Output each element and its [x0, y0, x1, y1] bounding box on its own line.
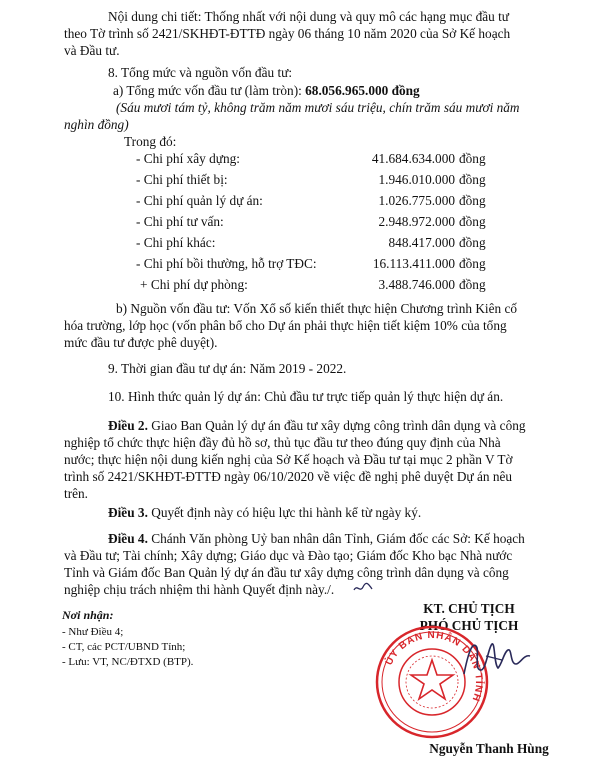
cost-row: [0, 150, 595, 167]
signature-title-2: PHÓ CHỦ TỊCH: [419, 618, 519, 633]
cost-label: - Chi phí bồi thường, hỗ trợ TĐC:: [136, 256, 317, 271]
cost-row: [0, 276, 595, 293]
cost-unit: đồng: [459, 172, 486, 187]
recipient-item: - CT, các PCT/UBND Tỉnh;: [62, 641, 186, 653]
cost-amount: 1.946.010.000: [378, 172, 455, 187]
cost-row: [0, 171, 595, 188]
dieu4-label: Điều 4.: [108, 531, 148, 546]
intro-line-2: theo Tờ trình số 2421/SKHĐT-ĐTTĐ ngày 06 tháng 10 năm 2020 của Sở Kế hoạch: [64, 26, 511, 41]
cost-row: [0, 234, 595, 251]
cost-label: - Chi phí xây dựng:: [136, 151, 240, 166]
recipients-title: Nơi nhận:: [62, 608, 114, 622]
cost-amount: 16.113.411.000: [372, 256, 455, 271]
seal-text: ỦY BAN NHÂN DÂN TỈNH: [383, 629, 485, 704]
cost-amount: 3.488.746.000: [378, 277, 455, 292]
handwritten-signature-icon: [458, 634, 538, 684]
item10: 10. Hình thức quản lý dự án: Chủ đầu tư trực tiếp quản lý thực hiện dự án.: [108, 389, 504, 404]
cost-amount: 2.948.972.000: [378, 214, 455, 229]
item8-a-amount: 68.056.965.000 đồng: [305, 83, 420, 98]
item8-b-line-2: hóa trường, lớp học (vốn phân bổ cho Dự án phải thực hiện tiết kiệm 10% của tổng: [64, 318, 507, 333]
item8-words-2: nghìn đồng): [64, 117, 129, 132]
cost-label: - Chi phí tư vấn:: [136, 214, 224, 229]
cost-label: - Chi phí thiết bị:: [136, 172, 228, 187]
cost-unit: đồng: [459, 214, 486, 229]
dieu4-line-3: Tỉnh và Giám đốc Ban Quản lý dự án đầu tư xây dựng công trình dân dụng và công: [64, 565, 509, 580]
cost-row: [0, 213, 595, 230]
intro-line-3: và Đầu tư.: [64, 43, 120, 58]
dieu2-line-3: nước; thực hiện nội dung kiến nghị của Sở Kế hoạch và Đầu tư tại mục 2 phần V Tờ: [64, 452, 513, 467]
item8-a-label: a) Tổng mức vốn đầu tư (làm tròn):: [113, 83, 306, 98]
cost-amount: 848.417.000: [388, 235, 455, 250]
signer-name: Nguyễn Thanh Hùng: [429, 741, 549, 756]
item8-heading: 8. Tổng mức và nguồn vốn đầu tư:: [108, 65, 293, 80]
dieu4-line-1: [108, 530, 525, 547]
cost-unit: đồng: [459, 151, 486, 166]
dieu3-text: Quyết định này có hiệu lực thi hành kể từ ngày ký.: [147, 505, 422, 520]
cost-amount: 41.684.634.000: [371, 151, 455, 166]
dieu2-line-4: trình số 2421/SKHĐT-ĐTTĐ ngày 06/10/2020 về việc đề nghị phê duyệt Dự án nêu: [64, 469, 513, 484]
cost-unit: đồng: [459, 235, 486, 250]
dieu4-line-2: và Đầu tư; Tài chính; Xây dựng; Giáo dục và Đào tạo; Giám đốc Kho bạc Nhà nước: [64, 548, 513, 563]
recipient-item: - Lưu: VT, NC/ĐTXD (BTP).: [62, 656, 194, 668]
item8-b-line-3: mức đầu tư được phê duyệt).: [64, 335, 218, 350]
intro-line-1: Nội dung chi tiết: Thống nhất với nội dung và quy mô các hạng mục đầu tư: [108, 9, 510, 24]
item8-trong-do: Trong đó:: [124, 134, 177, 149]
dieu2-line-5: trên.: [64, 486, 88, 501]
item9: 9. Thời gian đầu tư dự án: Năm 2019 - 2022.: [108, 361, 347, 376]
initials-mark-icon: [352, 580, 374, 596]
cost-label: - Chi phí khác:: [136, 235, 216, 250]
dieu4-text-1: Chánh Văn phòng Uỷ ban nhân dân Tỉnh, Giám đốc các Sở: Kế hoạch: [147, 531, 525, 546]
dieu2-line-1: [108, 417, 526, 434]
dieu2-line-2: nghiệp tổ chức thực hiện đầy đủ hồ sơ, thủ tục đầu tư theo đúng quy định của Nhà: [64, 435, 501, 450]
cost-label: - Chi phí quản lý dự án:: [136, 193, 263, 208]
cost-unit: đồng: [459, 193, 486, 208]
cost-label: + Chi phí dự phòng:: [140, 277, 248, 292]
cost-amount: 1.026.775.000: [378, 193, 455, 208]
dieu3: [108, 504, 421, 521]
dieu2-text-1: Giao Ban Quản lý dự án đầu tư xây dựng công trình dân dụng và công: [147, 418, 526, 433]
cost-unit: đồng: [459, 256, 486, 271]
cost-row: [0, 255, 595, 272]
signature-title-1: KT. CHỦ TỊCH: [423, 601, 515, 616]
cost-unit: đồng: [459, 277, 486, 292]
dieu3-label: Điều 3.: [108, 505, 148, 520]
dieu2-label: Điều 2.: [108, 418, 148, 433]
item8-a: [113, 82, 420, 99]
item8-words-1: (Sáu mươi tám tỷ, không trăm năm mươi sáu triệu, chín trăm sáu mươi năm: [116, 100, 520, 115]
item8-b-line-1: b) Nguồn vốn đầu tư: Vốn Xổ số kiến thiết thực hiện Chương trình Kiên cố: [116, 301, 518, 316]
dieu4-line-4: nghiệp chịu trách nhiệm thi hành Quyết định này./.: [64, 582, 335, 597]
cost-row: [0, 192, 595, 209]
recipient-item: - Như Điều 4;: [62, 626, 124, 638]
